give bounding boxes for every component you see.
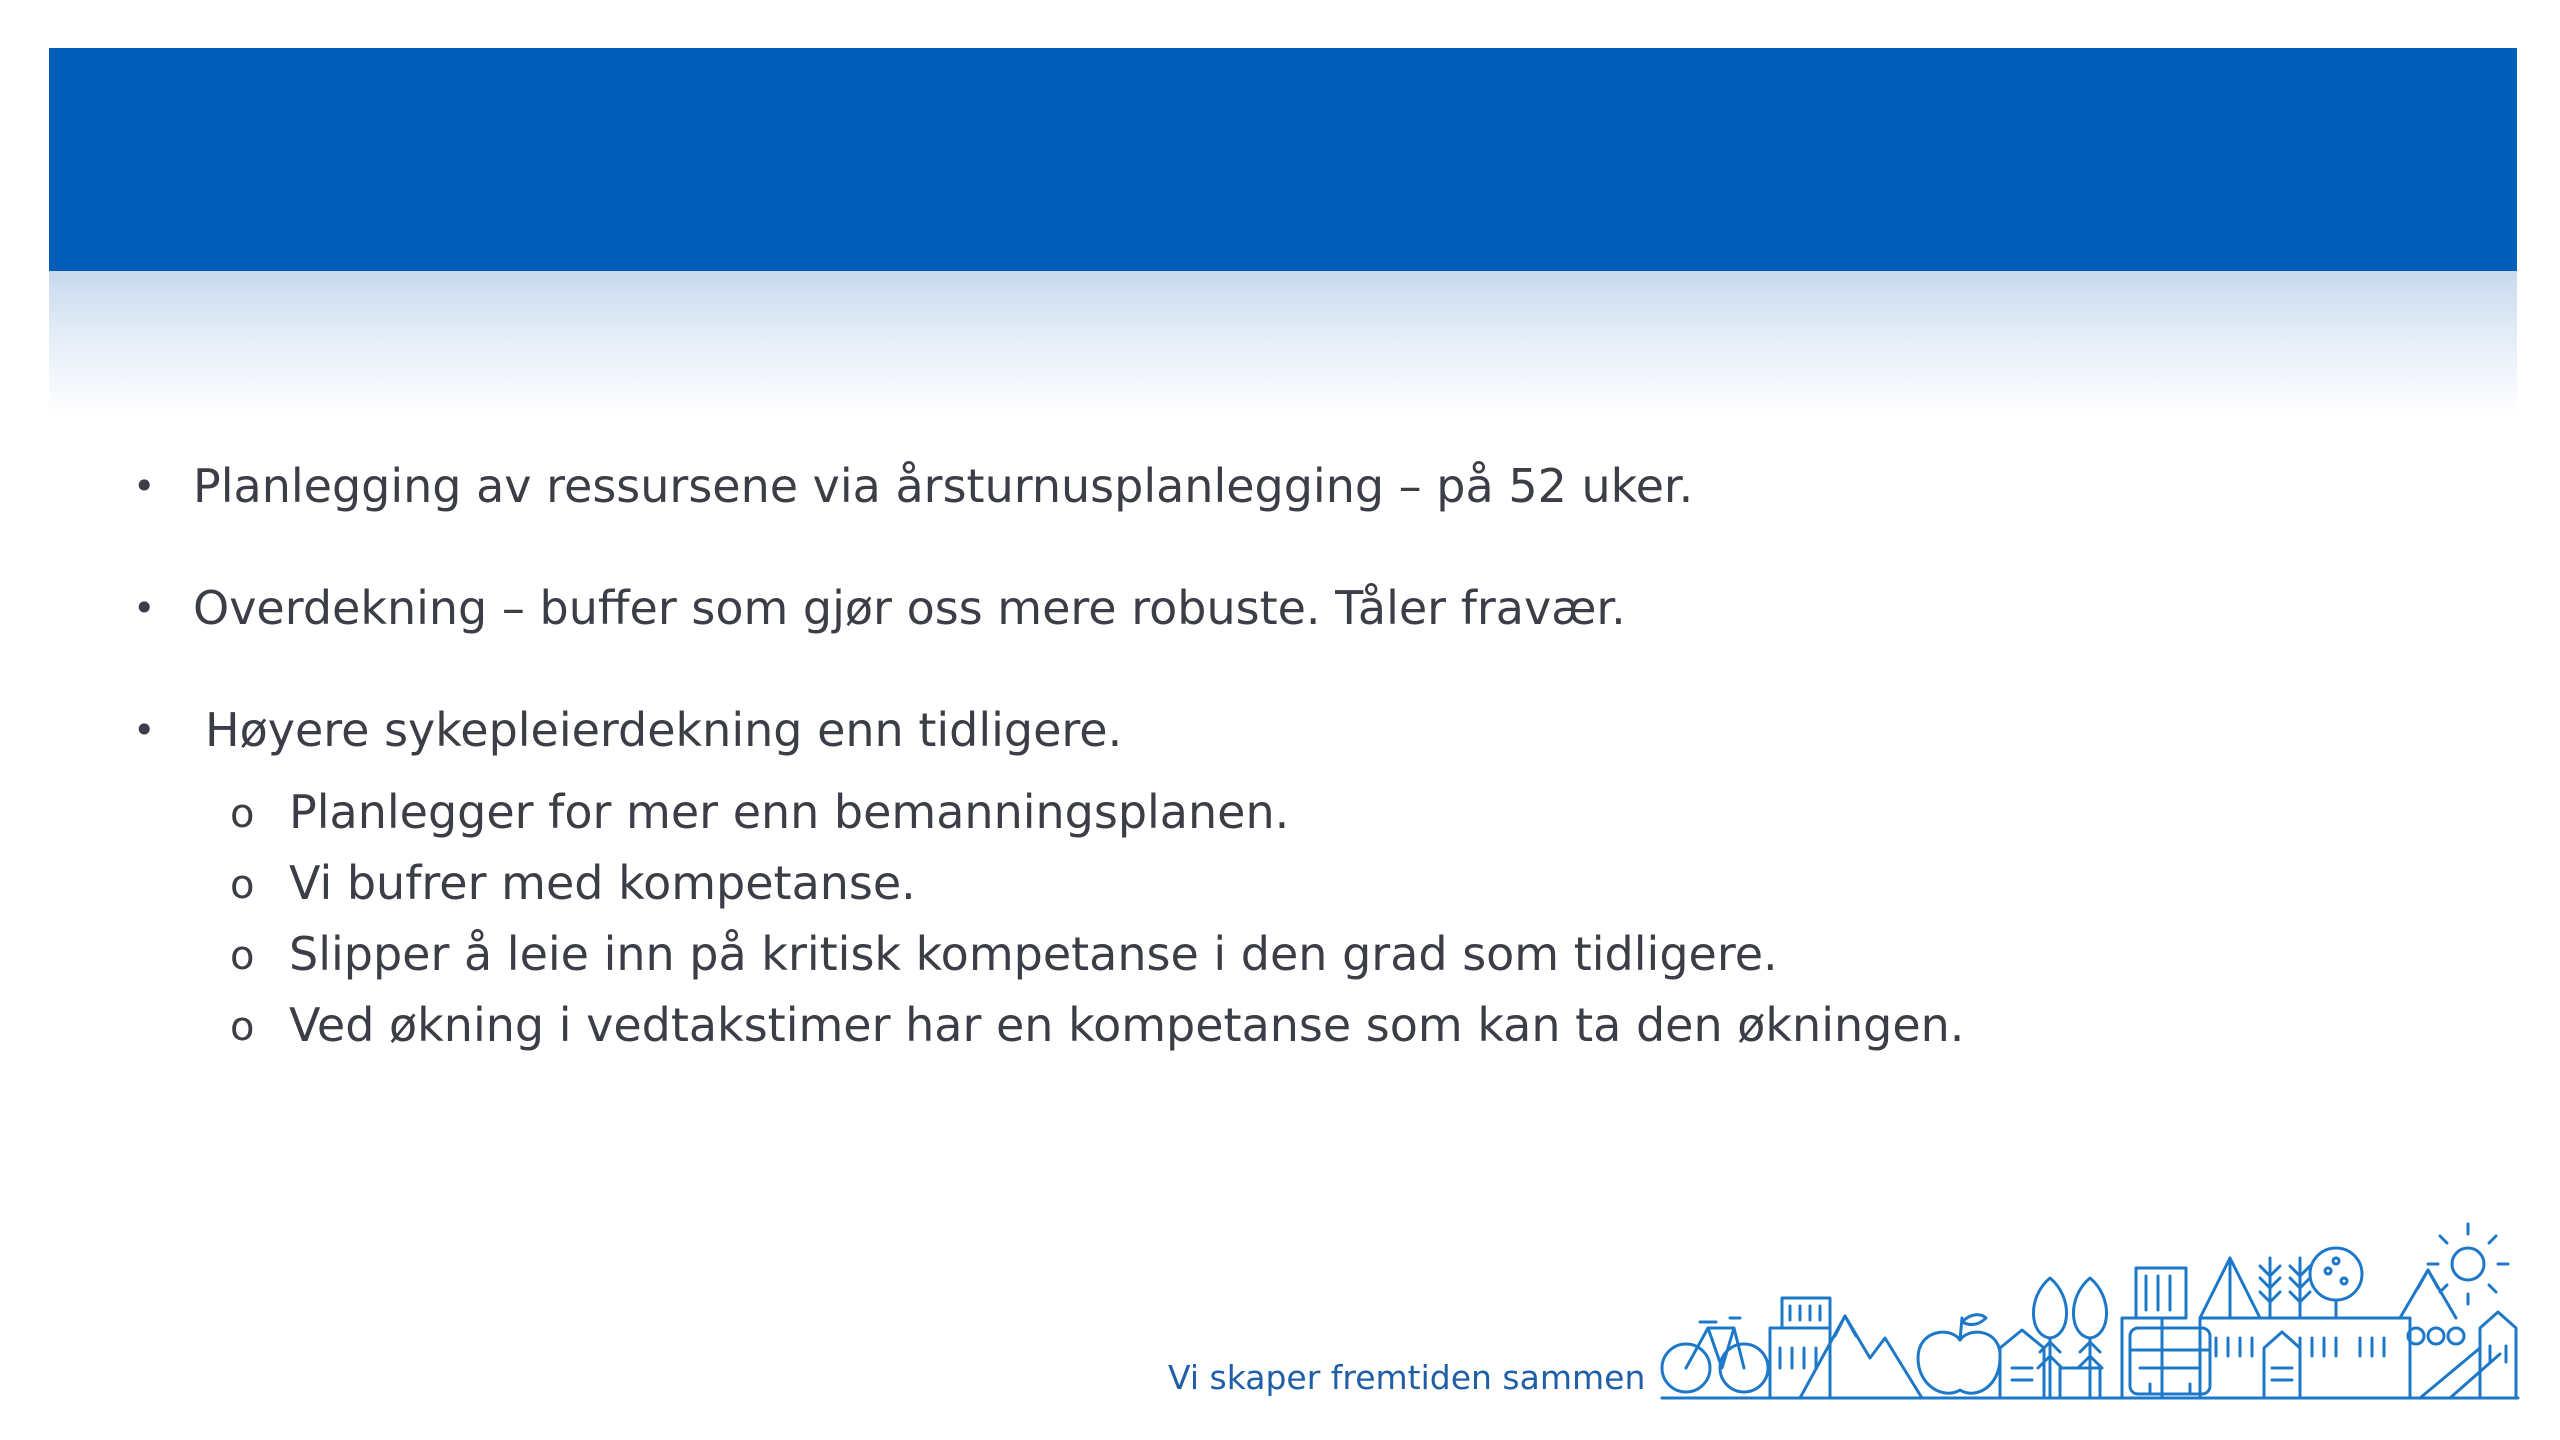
bullet-mark: • bbox=[133, 586, 156, 630]
footer-tagline: Vi skaper fremtiden sammen bbox=[1168, 1358, 1646, 1397]
city-skyline-illustration bbox=[1660, 1218, 2520, 1402]
sub-bullet-text: Ved økning i vedtakstimer har en kompetanse som kan ta den økningen. bbox=[289, 998, 1965, 1052]
sub-bullet-mark: o bbox=[230, 862, 255, 908]
sub-bullet-text: Vi bufrer med kompetanse. bbox=[289, 856, 916, 910]
sub-bullet-text: Planlegger for mer enn bemanningsplanen. bbox=[289, 785, 1290, 839]
bullet-text: Høyere sykepleierdekning enn tidligere. bbox=[205, 703, 1123, 757]
bullet-mark: • bbox=[133, 464, 156, 508]
bullet-text: Overdekning – buffer som gjør oss mere robuste. Tåler fravær. bbox=[193, 581, 1626, 635]
sub-bullet-mark: o bbox=[230, 791, 255, 837]
sub-bullet-mark: o bbox=[230, 933, 255, 979]
bullet-text: Planlegging av ressursene via årsturnusplanlegging – på 52 uker. bbox=[193, 459, 1694, 513]
bullet-mark: • bbox=[133, 708, 156, 752]
sub-bullet-text: Slipper å leie inn på kritisk kompetanse i den grad som tidligere. bbox=[289, 927, 1778, 981]
sub-bullet-mark: o bbox=[230, 1004, 255, 1050]
